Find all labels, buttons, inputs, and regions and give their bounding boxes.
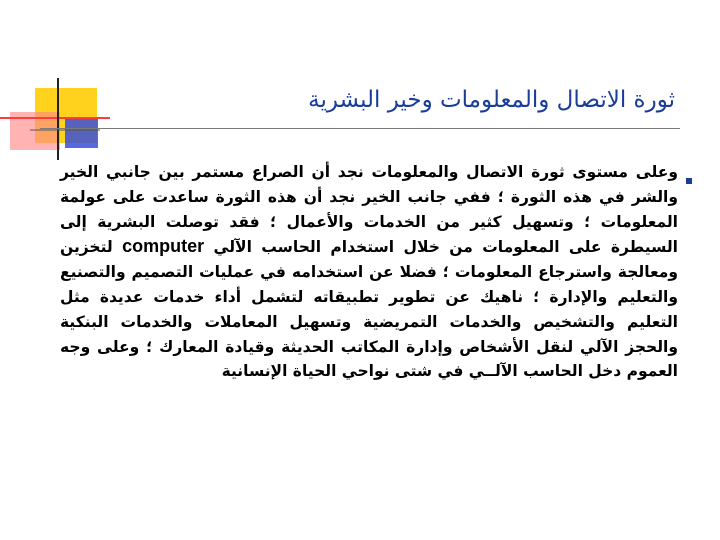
bullet-paragraph [60,160,678,384]
paragraph-text-part1: وعلى مستوى ثورة الاتصال والمعلومات نجد أن الصراع مستمر بين جانبي الخير والشر في هذه الثورة ؛ ففي جانب الخير نجد أن هذه الثورة ساعدت على عولمة المعلومات ؛ وتسهيل كثير من الخدمات والأعمال ؛ فقد توصلت البشرية إلى السيطرة على المعلومات من خلال استخدام الحاسب الآلي [60,163,678,257]
paragraph-text-part2: لتخزين ومعالجة واسترجاع المعلومات ؛ فضلا عن استخدامه في عمليات التصميم والتصنيع والتعليم والإدارة ؛ ناهيك عن تطوير تطبيقاته لتشمل أداء خدمات عديدة مثل التعليم والتشخيص والخدمات التمريضية وتسهيل المعاملات والخدمات البنكية والحجز الآلي لنقل الأشخاص وإدارة المكاتب الحديثة وقيادة المعارك ؛ وعلى وجه العموم دخل الحاسب الآلــي في شتى نواحي الحياة الإنسانية [60,238,678,381]
slide-title: ثورة الاتصال والمعلومات وخير البشرية [308,87,675,113]
decorative-squares [0,0,110,170]
blue-square [65,118,98,148]
bullet-marker [686,178,692,184]
title-divider [40,128,680,129]
paragraph-latin-word: computer [122,236,205,257]
